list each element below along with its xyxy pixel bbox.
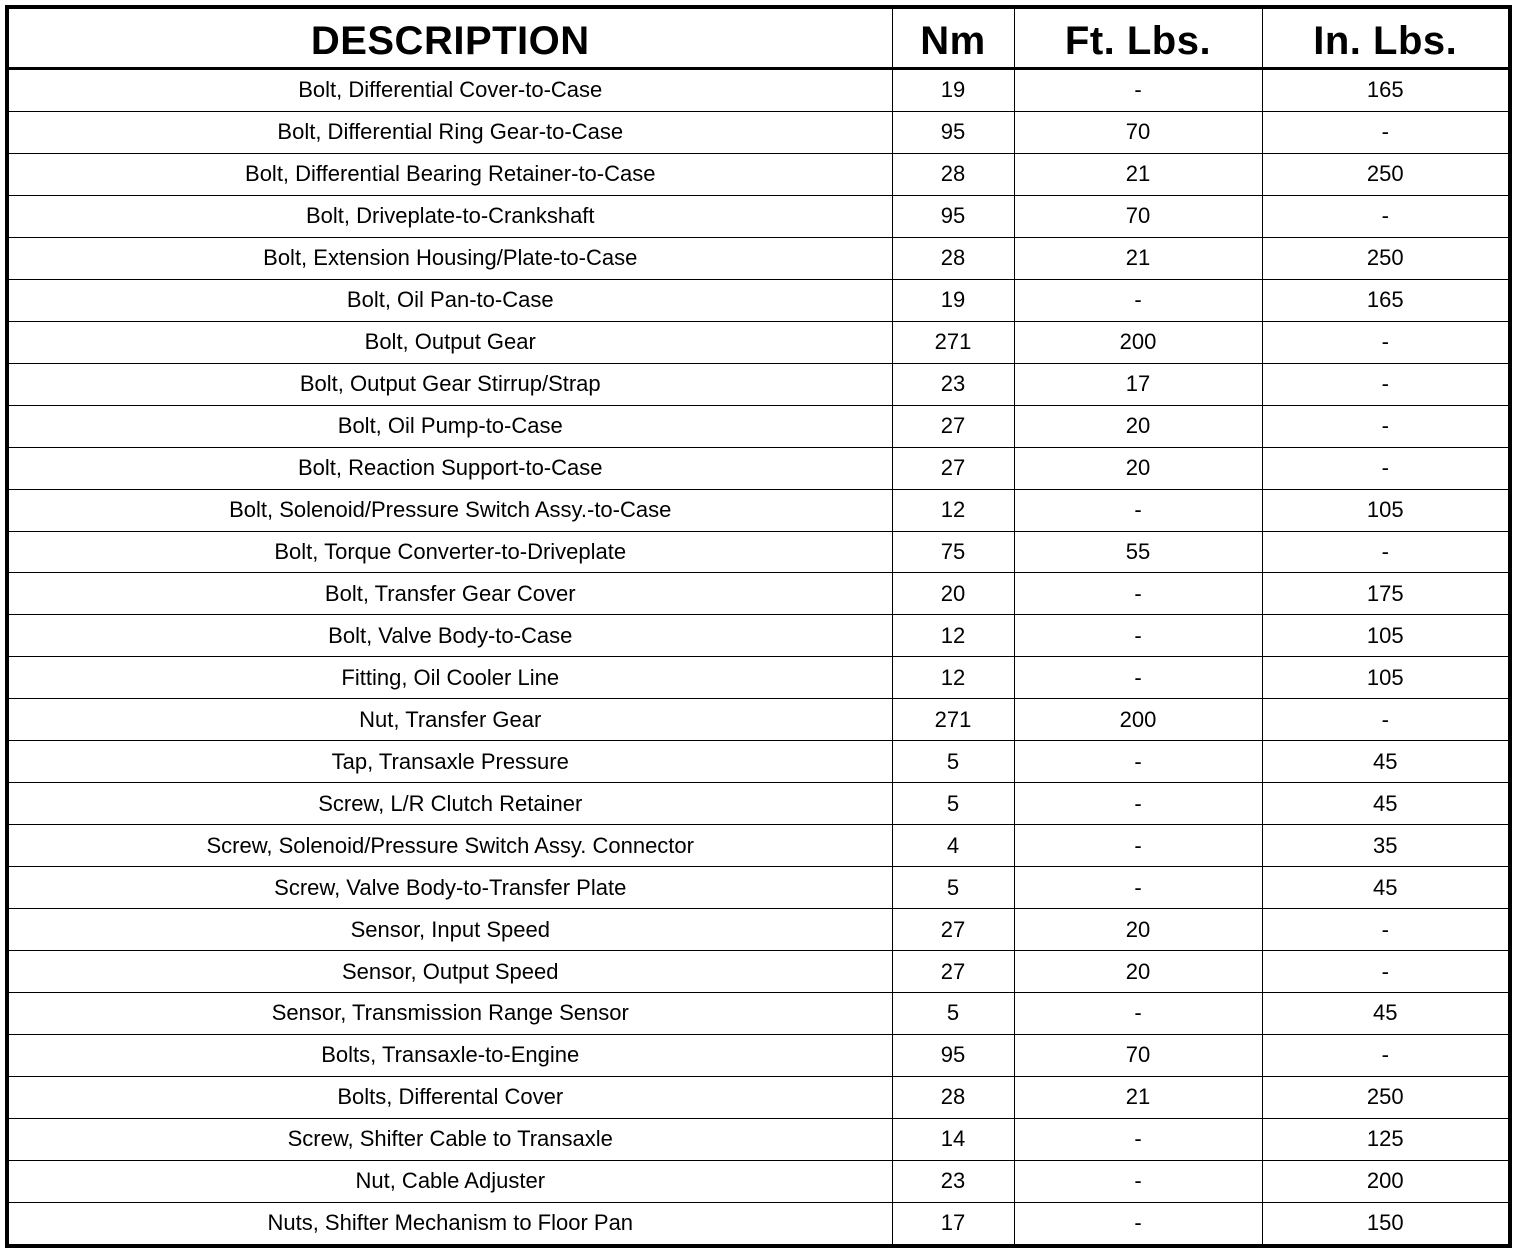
- cell-ft-lbs: 70: [1014, 1034, 1262, 1076]
- cell-in-lbs: -: [1262, 111, 1510, 153]
- table-row: [7, 573, 1510, 615]
- cell-in-lbs: -: [1262, 195, 1510, 237]
- cell-nm: 12: [892, 657, 1014, 699]
- cell-description: Bolt, Oil Pump-to-Case: [7, 405, 892, 447]
- cell-description: Bolt, Differential Ring Gear-to-Case: [7, 111, 892, 153]
- cell-ft-lbs: -: [1014, 741, 1262, 783]
- table-row: [7, 363, 1510, 405]
- table-row: [7, 153, 1510, 195]
- table-row: [7, 69, 1510, 112]
- cell-ft-lbs: -: [1014, 867, 1262, 909]
- table-row: [7, 783, 1510, 825]
- table-row: [7, 489, 1510, 531]
- cell-description: Bolts, Differental Cover: [7, 1076, 892, 1118]
- cell-description: Nut, Transfer Gear: [7, 699, 892, 741]
- cell-in-lbs: 175: [1262, 573, 1510, 615]
- cell-description: Bolt, Valve Body-to-Case: [7, 615, 892, 657]
- cell-nm: 17: [892, 1202, 1014, 1246]
- cell-ft-lbs: 21: [1014, 237, 1262, 279]
- cell-in-lbs: -: [1262, 405, 1510, 447]
- cell-in-lbs: -: [1262, 1034, 1510, 1076]
- cell-ft-lbs: 20: [1014, 447, 1262, 489]
- cell-ft-lbs: -: [1014, 279, 1262, 321]
- cell-in-lbs: -: [1262, 321, 1510, 363]
- table-row: [7, 993, 1510, 1035]
- cell-description: Screw, Solenoid/Pressure Switch Assy. Connector: [7, 825, 892, 867]
- cell-description: Fitting, Oil Cooler Line: [7, 657, 892, 699]
- table-row: [7, 237, 1510, 279]
- cell-in-lbs: 45: [1262, 993, 1510, 1035]
- cell-in-lbs: 45: [1262, 867, 1510, 909]
- cell-ft-lbs: 17: [1014, 363, 1262, 405]
- cell-ft-lbs: -: [1014, 489, 1262, 531]
- table-row: [7, 447, 1510, 489]
- cell-description: Bolts, Transaxle-to-Engine: [7, 1034, 892, 1076]
- cell-in-lbs: 250: [1262, 237, 1510, 279]
- table-row: [7, 111, 1510, 153]
- cell-in-lbs: -: [1262, 951, 1510, 993]
- cell-description: Nuts, Shifter Mechanism to Floor Pan: [7, 1202, 892, 1246]
- cell-in-lbs: 165: [1262, 69, 1510, 112]
- cell-ft-lbs: -: [1014, 1160, 1262, 1202]
- cell-description: Bolt, Extension Housing/Plate-to-Case: [7, 237, 892, 279]
- cell-in-lbs: 250: [1262, 153, 1510, 195]
- cell-ft-lbs: 21: [1014, 1076, 1262, 1118]
- cell-nm: 5: [892, 783, 1014, 825]
- header-ft-lbs: Ft. Lbs.: [1014, 7, 1262, 69]
- cell-in-lbs: 105: [1262, 657, 1510, 699]
- cell-nm: 271: [892, 699, 1014, 741]
- cell-description: Sensor, Input Speed: [7, 909, 892, 951]
- cell-nm: 27: [892, 405, 1014, 447]
- cell-nm: 12: [892, 615, 1014, 657]
- header-row: [7, 7, 1510, 69]
- table-row: [7, 1202, 1510, 1246]
- cell-ft-lbs: -: [1014, 573, 1262, 615]
- cell-ft-lbs: 20: [1014, 951, 1262, 993]
- cell-description: Screw, L/R Clutch Retainer: [7, 783, 892, 825]
- table-row: [7, 405, 1510, 447]
- cell-nm: 95: [892, 111, 1014, 153]
- cell-description: Bolt, Reaction Support-to-Case: [7, 447, 892, 489]
- cell-in-lbs: -: [1262, 909, 1510, 951]
- cell-nm: 28: [892, 153, 1014, 195]
- cell-ft-lbs: -: [1014, 825, 1262, 867]
- cell-ft-lbs: -: [1014, 1118, 1262, 1160]
- cell-ft-lbs: 20: [1014, 405, 1262, 447]
- header-nm: Nm: [892, 7, 1014, 69]
- cell-nm: 95: [892, 195, 1014, 237]
- table-row: [7, 1118, 1510, 1160]
- table-row: [7, 195, 1510, 237]
- cell-in-lbs: 105: [1262, 489, 1510, 531]
- cell-nm: 95: [892, 1034, 1014, 1076]
- cell-description: Nut, Cable Adjuster: [7, 1160, 892, 1202]
- cell-nm: 14: [892, 1118, 1014, 1160]
- cell-nm: 27: [892, 447, 1014, 489]
- table-row: [7, 657, 1510, 699]
- cell-ft-lbs: -: [1014, 1202, 1262, 1246]
- cell-description: Bolt, Differential Cover-to-Case: [7, 69, 892, 112]
- cell-nm: 20: [892, 573, 1014, 615]
- cell-nm: 5: [892, 741, 1014, 783]
- cell-ft-lbs: -: [1014, 993, 1262, 1035]
- cell-ft-lbs: -: [1014, 615, 1262, 657]
- table-row: [7, 741, 1510, 783]
- cell-ft-lbs: 70: [1014, 111, 1262, 153]
- cell-nm: 5: [892, 993, 1014, 1035]
- cell-ft-lbs: 55: [1014, 531, 1262, 573]
- cell-nm: 23: [892, 1160, 1014, 1202]
- cell-nm: 5: [892, 867, 1014, 909]
- cell-in-lbs: -: [1262, 699, 1510, 741]
- cell-ft-lbs: 21: [1014, 153, 1262, 195]
- torque-spec-table: [5, 5, 1512, 1248]
- cell-description: Bolt, Torque Converter-to-Driveplate: [7, 531, 892, 573]
- cell-ft-lbs: 70: [1014, 195, 1262, 237]
- cell-ft-lbs: 20: [1014, 909, 1262, 951]
- cell-description: Bolt, Transfer Gear Cover: [7, 573, 892, 615]
- cell-in-lbs: 45: [1262, 783, 1510, 825]
- cell-nm: 271: [892, 321, 1014, 363]
- table-body: [7, 69, 1510, 1247]
- cell-nm: 75: [892, 531, 1014, 573]
- cell-description: Screw, Shifter Cable to Transaxle: [7, 1118, 892, 1160]
- cell-ft-lbs: -: [1014, 783, 1262, 825]
- cell-description: Bolt, Output Gear Stirrup/Strap: [7, 363, 892, 405]
- cell-in-lbs: 105: [1262, 615, 1510, 657]
- table-row: [7, 867, 1510, 909]
- cell-description: Sensor, Transmission Range Sensor: [7, 993, 892, 1035]
- cell-in-lbs: 200: [1262, 1160, 1510, 1202]
- table-row: [7, 909, 1510, 951]
- cell-nm: 4: [892, 825, 1014, 867]
- cell-nm: 19: [892, 279, 1014, 321]
- header-description: DESCRIPTION: [7, 7, 892, 69]
- cell-in-lbs: 35: [1262, 825, 1510, 867]
- cell-nm: 28: [892, 237, 1014, 279]
- cell-nm: 12: [892, 489, 1014, 531]
- cell-nm: 27: [892, 909, 1014, 951]
- cell-in-lbs: 165: [1262, 279, 1510, 321]
- cell-description: Screw, Valve Body-to-Transfer Plate: [7, 867, 892, 909]
- cell-ft-lbs: -: [1014, 657, 1262, 699]
- cell-ft-lbs: -: [1014, 69, 1262, 112]
- cell-nm: 28: [892, 1076, 1014, 1118]
- table-header: [7, 7, 1510, 69]
- cell-description: Bolt, Solenoid/Pressure Switch Assy.-to-Case: [7, 489, 892, 531]
- cell-in-lbs: 250: [1262, 1076, 1510, 1118]
- cell-in-lbs: -: [1262, 531, 1510, 573]
- table-row: [7, 1076, 1510, 1118]
- cell-ft-lbs: 200: [1014, 699, 1262, 741]
- cell-description: Bolt, Driveplate-to-Crankshaft: [7, 195, 892, 237]
- cell-in-lbs: -: [1262, 363, 1510, 405]
- table-row: [7, 825, 1510, 867]
- header-in-lbs: In. Lbs.: [1262, 7, 1510, 69]
- cell-description: Bolt, Differential Bearing Retainer-to-Case: [7, 153, 892, 195]
- cell-description: Bolt, Oil Pan-to-Case: [7, 279, 892, 321]
- cell-in-lbs: 125: [1262, 1118, 1510, 1160]
- table-row: [7, 531, 1510, 573]
- cell-description: Bolt, Output Gear: [7, 321, 892, 363]
- cell-description: Sensor, Output Speed: [7, 951, 892, 993]
- cell-description: Tap, Transaxle Pressure: [7, 741, 892, 783]
- table-row: [7, 1160, 1510, 1202]
- table-row: [7, 699, 1510, 741]
- table-row: [7, 321, 1510, 363]
- cell-in-lbs: -: [1262, 447, 1510, 489]
- cell-nm: 19: [892, 69, 1014, 112]
- table-row: [7, 279, 1510, 321]
- cell-ft-lbs: 200: [1014, 321, 1262, 363]
- cell-in-lbs: 45: [1262, 741, 1510, 783]
- table-row: [7, 615, 1510, 657]
- cell-nm: 23: [892, 363, 1014, 405]
- cell-in-lbs: 150: [1262, 1202, 1510, 1246]
- table-row: [7, 1034, 1510, 1076]
- table-row: [7, 951, 1510, 993]
- cell-nm: 27: [892, 951, 1014, 993]
